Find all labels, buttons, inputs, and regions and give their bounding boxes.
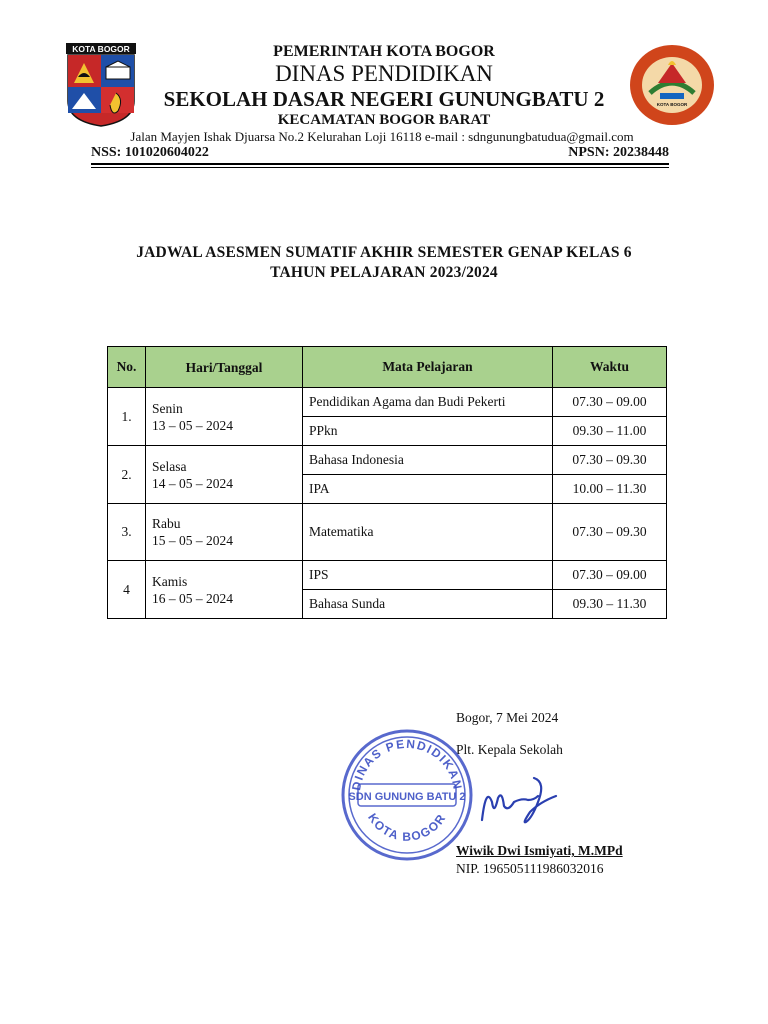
agency-name: DINAS PENDIDIKAN — [275, 61, 493, 86]
day-name: Kamis — [152, 573, 188, 589]
row-number: 2. — [108, 446, 146, 504]
subject-cell: Matematika — [303, 504, 553, 561]
table-row — [108, 388, 667, 417]
document-title: JADWAL ASESMEN SUMATIF AKHIR SEMESTER GENAP KELAS 6 — [136, 244, 632, 261]
row-number: 4 — [108, 561, 146, 619]
time-cell: 07.30 – 09.30 — [553, 504, 667, 561]
logo-left-text: KOTA BOGOR — [72, 44, 130, 54]
stamp-center-text: SDN GUNUNG BATU 2 — [348, 791, 466, 803]
subject-cell: Bahasa Indonesia — [303, 446, 553, 475]
government-name: PEMERINTAH KOTA BOGOR — [273, 43, 495, 60]
header-no: No. — [108, 347, 146, 388]
subject-cell: IPS — [303, 561, 553, 590]
svg-text:KOTA BOGOR — [365, 811, 449, 844]
district-name: KECAMATAN BOGOR BARAT — [277, 112, 491, 128]
subject-cell: Bahasa Sunda — [303, 590, 553, 619]
day-date-cell — [146, 561, 303, 619]
exam-date: 13 – 05 – 2024 — [152, 417, 233, 433]
table-row — [108, 561, 667, 590]
time-cell: 07.30 – 09.30 — [553, 446, 667, 475]
row-number: 1. — [108, 388, 146, 446]
handwritten-signature — [478, 772, 560, 832]
letterhead-rule-thin — [91, 167, 669, 168]
time-cell: 07.30 – 09.00 — [553, 388, 667, 417]
table-row — [108, 446, 667, 475]
day-name: Rabu — [152, 516, 181, 531]
place-date: Bogor, 7 Mei 2024 — [456, 710, 559, 725]
day-date-cell — [146, 504, 303, 561]
table-header-row — [108, 347, 667, 388]
letterhead-rule-thick — [91, 163, 669, 165]
exam-date: 16 – 05 – 2024 — [152, 590, 233, 606]
day-name: Senin — [152, 400, 183, 416]
header-day-date: Hari/Tanggal — [146, 347, 303, 388]
exam-schedule-table — [107, 346, 667, 619]
signer-position: Plt. Kepala Sekolah — [456, 742, 563, 757]
table-row — [108, 504, 667, 561]
time-cell: 10.00 – 11.30 — [553, 475, 667, 504]
row-number: 3. — [108, 504, 146, 561]
school-address: Jalan Mayjen Ishak Djuarsa No.2 Kelurahan Loji 16118 e-mail : sdngunungbatudua@gmail.com — [130, 129, 634, 144]
npsn-number: NPSN: 20238448 — [568, 145, 669, 160]
header-subject: Mata Pelajaran — [303, 347, 553, 388]
time-cell: 07.30 – 09.00 — [553, 561, 667, 590]
day-date-cell — [146, 446, 303, 504]
day-name: Selasa — [152, 458, 187, 474]
exam-date: 14 – 05 – 2024 — [152, 475, 233, 491]
header-time: Waktu — [553, 347, 667, 388]
signer-nip: NIP. 196505111986032016 — [456, 861, 604, 876]
subject-cell: Pendidikan Agama dan Budi Pekerti — [303, 388, 553, 417]
exam-date: 15 – 05 – 2024 — [152, 533, 233, 548]
nss-number: NSS: 101020604022 — [91, 145, 209, 160]
time-cell: 09.30 – 11.30 — [553, 590, 667, 619]
document-subtitle: TAHUN PELAJARAN 2023/2024 — [270, 264, 498, 281]
signer-name: Wiwik Dwi Ismiyati, M.MPd — [456, 843, 623, 858]
school-name: SEKOLAH DASAR NEGERI GUNUNGBATU 2 — [163, 87, 605, 111]
svg-text:KOTA BOGOR: KOTA BOGOR — [656, 102, 688, 107]
subject-cell: PPkn — [303, 417, 553, 446]
subject-cell: IPA — [303, 475, 553, 504]
stamp-top-text: DINAS PENDIDIKAN — [349, 736, 465, 792]
day-date-cell — [146, 388, 303, 446]
stamp-bottom-text: KOTA BOGOR — [365, 810, 449, 844]
time-cell: 09.30 – 11.00 — [553, 417, 667, 446]
